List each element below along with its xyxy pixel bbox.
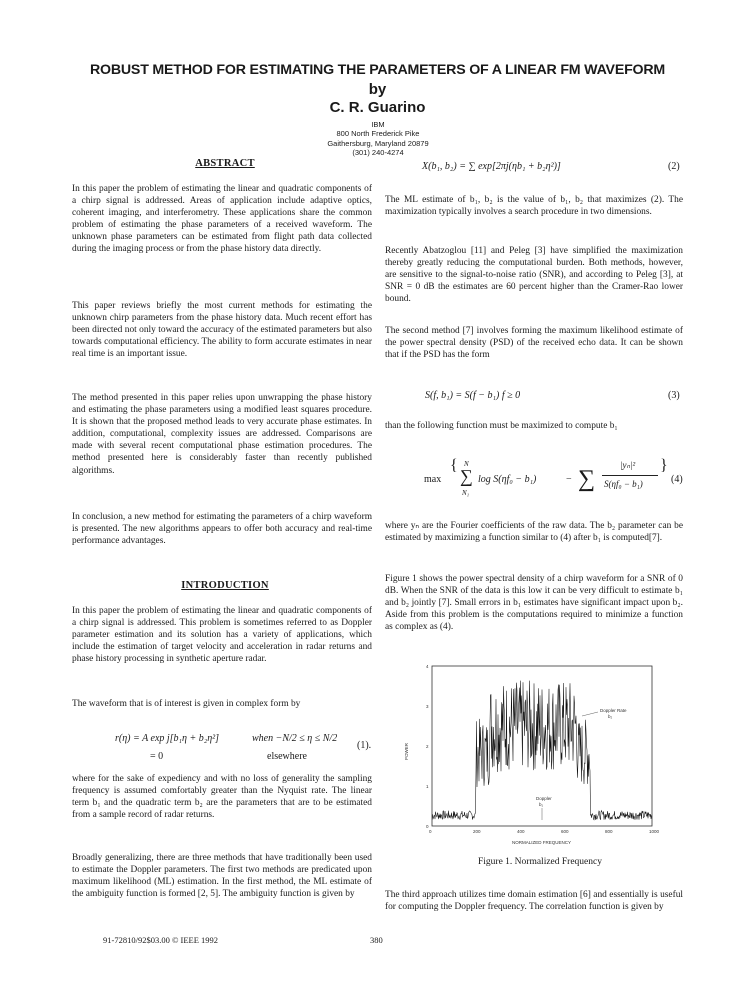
x-tick-label: 200 <box>473 829 481 834</box>
introduction-heading: INTRODUCTION <box>181 580 269 591</box>
right-paragraph-4: than the following function must be maximized to compute b₁ <box>385 421 618 431</box>
abstract-paragraph-2: This paper reviews briefly the most current methods for estimating the unknown chirp parameters from the phase history data. Much recent effort has been directed not only toward the accuracy of the estimated parameters but also towards computational efficiency. The ability to form accurate estimates in near real time is an important issue. <box>72 301 372 360</box>
eq4-log-term: log S(ηf₀ − b₁) <box>478 474 537 485</box>
affiliation-line: 800 North Frederick Pike <box>336 129 420 139</box>
figure-1-psd-plot <box>400 660 665 850</box>
eq4-left-brace: { <box>450 457 458 474</box>
x-axis-label: NORMALIZED FREQUENCY <box>512 840 572 845</box>
affiliation <box>300 120 456 157</box>
annotation-doppler-rate: Doppler Rate <box>600 708 627 713</box>
abstract-paragraph-1: In this paper the problem of estimating the linear and quadratic components of a chirp signal is addressed. Areas of application include adaptive optics, coherent imaging, and interferometry. These applications share the common problem of estimating the phase parameters of a received waveform. The unknown phase parameters can be estimated from flight path data collected during the imaging process or from the phase history data directly. <box>72 184 372 255</box>
page-number: 380 <box>370 935 383 945</box>
x-tick-label: 0 <box>429 829 432 834</box>
eq4-lower-limit: N₁ <box>462 489 470 497</box>
x-tick-label: 400 <box>517 829 525 834</box>
y-tick-label: 3 <box>426 704 429 709</box>
paper-title: ROBUST METHOD FOR ESTIMATING THE PARAMETERS OF A LINEAR FM WAVEFORM <box>89 62 666 78</box>
equation-1-condition: when −N/2 ≤ η ≤ N/2 <box>252 733 338 744</box>
abstract-heading: ABSTRACT <box>195 158 255 169</box>
eq4-numerator: |yₙ|² <box>620 460 636 470</box>
eq4-denominator: S(ηf₀ − b₁) <box>604 479 643 489</box>
equation-1: r(η) = A exp j[b₁η + b₂η²] <box>115 733 220 744</box>
affiliation-line: (301) 240-4274 <box>352 147 404 157</box>
eq4-right-brace: } <box>660 457 668 474</box>
author-name: C. R. Guarino <box>329 99 426 116</box>
intro-paragraph-1: In this paper the problem of estimating the linear and quadratic components of a chirp signal is addressed. This problem is sometimes referred to as Doppler parameter estimation and its solution has a variety of applications, which include the estimation of target velocity and acceleration in radar returns and phase history processing in synthetic aperture radar. <box>72 606 372 665</box>
x-axis-ticks <box>429 829 660 834</box>
intro-paragraph-4: Broadly generalizing, there are three methods that have traditionally been used to estimate the Doppler parameters. The first two methods are predicated upon maximum likelihood (ML) estimation. In the first method, the ML estimate of the ambiguity function is formed [2, 5]. The ambiguity function is given by <box>72 853 372 900</box>
eq4-sum-symbol: ∑ <box>578 466 596 492</box>
x-tick-label: 800 <box>605 829 613 834</box>
eq4-max: max <box>424 474 442 485</box>
x-tick-label: 1000 <box>649 829 660 834</box>
intro-paragraph-2: The waveform that is of interest is given in complex form by <box>72 699 301 709</box>
equation-1-zero: = 0 <box>150 751 164 762</box>
y-tick-label: 1 <box>426 784 429 789</box>
abstract-paragraph-4: In conclusion, a new method for estimating the parameters of a chirp waveform is presented. The new algorithms appears to offer both accuracy and real-time performance advantages. <box>72 512 372 547</box>
copyright-footer: 91-72810/92$03.00 © IEEE 1992 <box>103 935 219 945</box>
right-paragraph-6: Figure 1 shows the power spectral density of a chirp waveform for a SNR of 0 dB. When the SNR of the data is this low it can be very difficult to estimate b₁ and b₂ jointly [7]. Small errors in b₁ estimates have significant impact upon b₂. Aside from this problem is the computations required to minimize a function as complex as (4). <box>385 574 683 633</box>
equation-3: S(f, b₁) = S(f − b₁) f ≥ 0 <box>425 390 521 401</box>
y-axis-label: POWER <box>404 742 409 760</box>
y-tick-label: 0 <box>426 824 429 829</box>
equation-2: X(b₁, b₂) = ∑ exp[2πj(ηb₁ + b₂η²)] <box>422 161 561 172</box>
annotation-doppler-rate-symbol: b₂ <box>608 714 613 719</box>
equation-3-number: (3) <box>668 390 680 401</box>
eq4-sum-1: ∑ <box>460 466 473 486</box>
annotation-doppler: Doppler <box>536 796 552 801</box>
y-axis-ticks <box>426 664 429 829</box>
right-paragraph-7: The third approach utilizes time domain estimation [6] and essentially is useful for computing the Doppler frequency. The correlation function is given by <box>385 890 683 913</box>
equation-1-number: (1). <box>357 740 372 751</box>
equation-2-number: (2) <box>668 161 680 172</box>
y-tick-label: 4 <box>426 664 429 669</box>
eq4-minus: − <box>566 474 572 485</box>
affiliation-line: IBM <box>371 120 385 129</box>
abstract-paragraph-3: The method presented in this paper relies upon unwrapping the phase history and estimating the phase parameters using a modified least squares procedure. It is shown that the proposed method leads to very accurate phase estimates. In addition, computational, complexity issues are addressed. Comparisons are made with several recent computational phase estimation procedures. The method presented here is considerably faster than recently published algorithms. <box>72 393 372 476</box>
annotation-doppler-symbol: b₁ <box>539 802 544 807</box>
equation-4-number: (4) <box>671 474 683 485</box>
intro-paragraph-3: where for the sake of expediency and with no loss of generality the sampling frequency is assumed comfortably greater than the Nyquist rate. The linear term b₁ and the quadratic term b₂ are the parameters that are to be estimated from a sample record of radar returns. <box>72 774 372 821</box>
right-paragraph-2: Recently Abatzoglou [11] and Peleg [3] have simplified the maximization thereby greatly reducing the computational burden. Both methods, however, are sensitive to the signal-to-noise ratio (SNR), and according to Peleg [3], at SNR = 0 dB the estimates are 60 percent higher than the Cramer-Rao lower bound. <box>385 246 683 305</box>
figure-1-caption: Figure 1. Normalized Frequency <box>478 857 602 867</box>
by-line: by <box>368 81 387 98</box>
affiliation-line: Gaithersburg, Maryland 20879 <box>327 138 429 148</box>
right-paragraph-3: The second method [7] involves forming the maximum likelihood estimate of the power spectral density (PSD) of the received echo data. It can be shown that if the PSD has the form <box>385 326 683 361</box>
equation-1-elsewhere: elsewhere <box>267 751 307 762</box>
right-paragraph-5: where yₙ are the Fourier coefficients of the raw data. The b₂ parameter can be estimated by maximizing a function similar to (4) after b₁ is computed[7]. <box>385 521 683 544</box>
annotation-doppler-rate-arrow <box>582 712 598 716</box>
y-tick-label: 2 <box>426 744 429 749</box>
eq4-upper-limit: N <box>464 460 469 468</box>
equation-4 <box>420 450 670 508</box>
eq4-fraction-bar <box>602 475 658 476</box>
right-paragraph-1: The ML estimate of b₁, b₂ is the value of b₁, b₂ that maximizes (2). The maximization typically involves a search procedure in two dimensions. <box>385 195 683 218</box>
x-tick-label: 600 <box>561 829 569 834</box>
